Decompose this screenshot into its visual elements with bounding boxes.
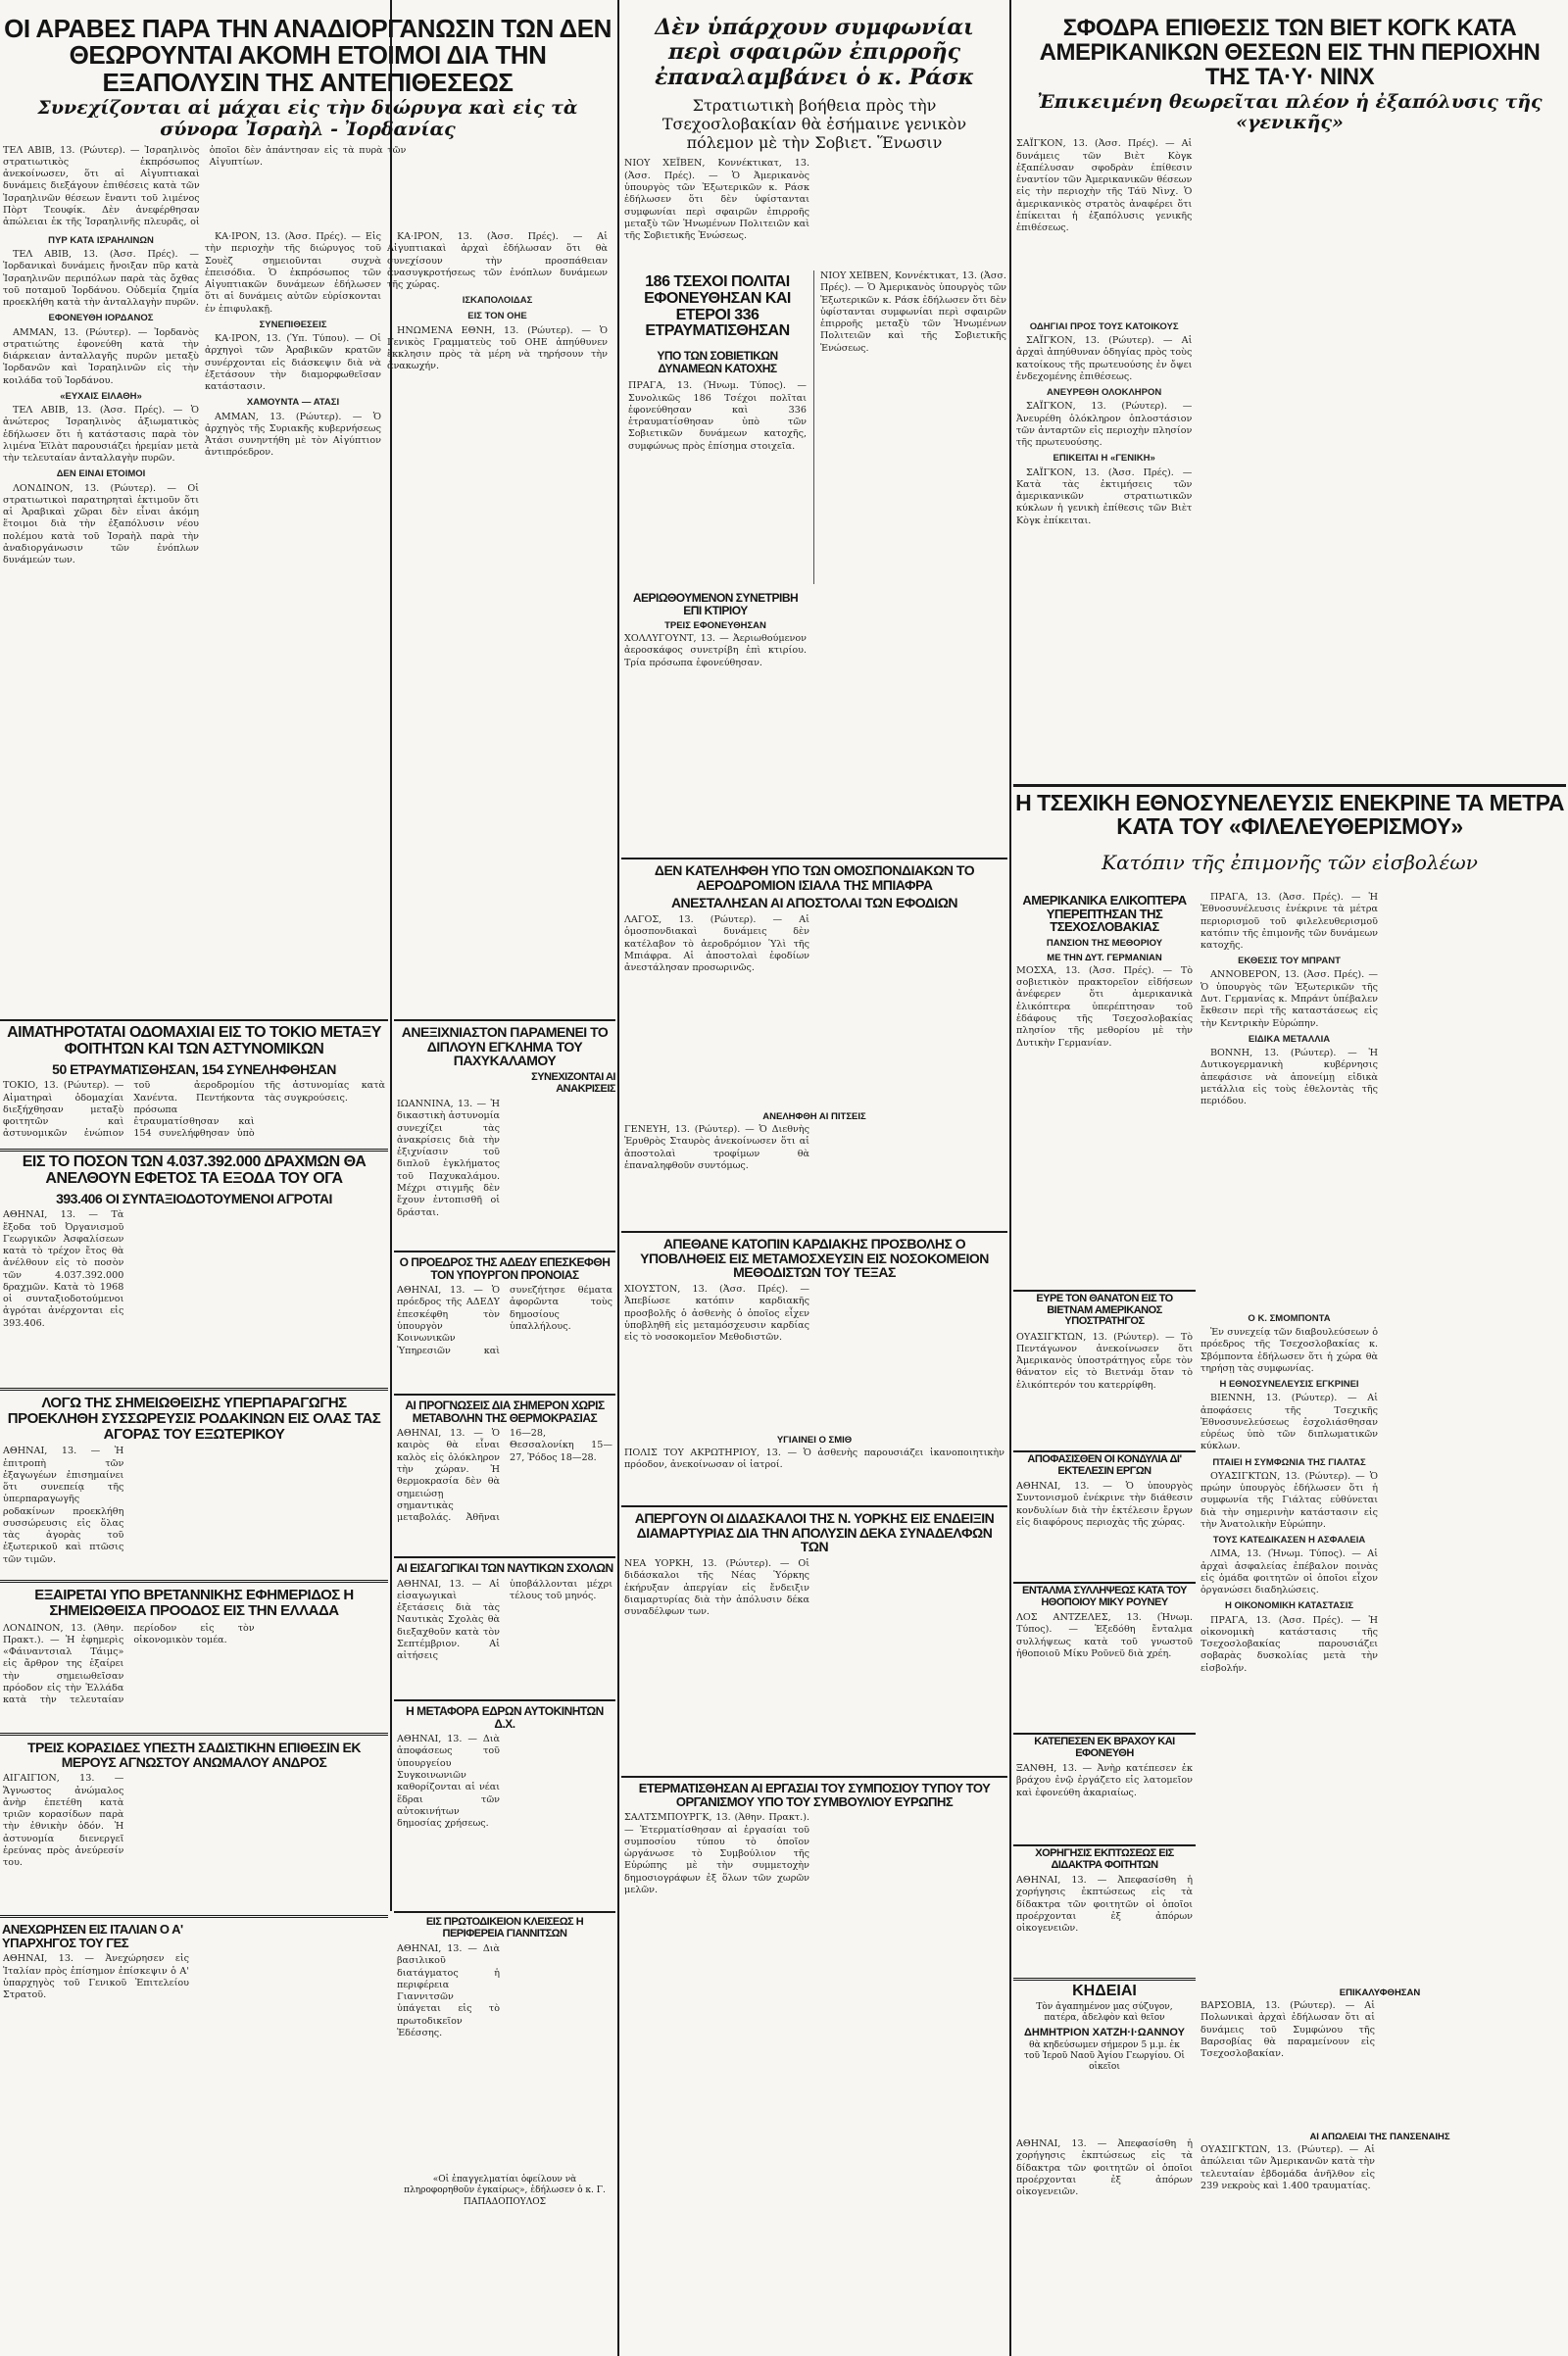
killed-headline: 186 ΤΣΕΧΟΙ ΠΟΛΙΤΑΙ ΕΦΟΝΕΥΘΗΣΑΝ ΚΑΙ ΕΤΕΡΟΙ 336 ΕΤΡΑΥΜΑΤΙΣΘΗΣΑΝ bbox=[644, 273, 791, 340]
vienna-label: Η ΕΘΝΟΣΥΝΕΛΕΥΣΙΣ ΕΓΚΡΙΝΕΙ bbox=[1219, 1379, 1359, 1391]
inner-rule bbox=[813, 270, 814, 584]
arab-headline: ΟΙ ΑΡΑΒΕΣ ΠΑΡΑ ΤΗΝ ΑΝΑΔΙΟΡΓΑΝΩΣΙΝ ΤΩΝ ΔΕΝ ΘΕΩΡΟΥΝΤΑΙ ΑΚΟΜΗ ΕΤΟΙΜΟΙ ΔΙΑ ΤΗΝ ΕΞΑΠΟΛΥΣΙΝ ΤΗΣ ΑΝΤΕΠΙΘΕΣΕΩΣ bbox=[4, 14, 612, 97]
brandt-body: ΑΝΝΟΒΕΡΟΝ, 13. (Ἀσσ. Πρές). — Ὁ ὑπουργὸς τῶν Ἐξωτερικῶν τῆς Δυτ. Γερμανίας κ. Μπράντ ὑπέβαλεν ἔκθεσιν περὶ τῆς καταστάσεως εἰς τὴν Κεντρικὴν Εὐρώπην. bbox=[1200, 969, 1378, 1029]
mickey-headline: ΕΝΤΑΛΜΑ ΣΥΛΛΗΨΕΩΣ ΚΑΤΑ ΤΟΥ ΗΘΟΠΟΙΟΥ ΜΙΚΥ ΡΟΥΝΕΥ bbox=[1022, 1585, 1187, 1608]
jobs-body: ΑΘΗΝΑΙ, 13. — Ὁ ὑπουργὸς Συντονισμοῦ ἐνέκρινε τὴν διάθεσιν κονδυλίων διὰ τὴν ἐκτέλεσιν ἔργων εἰς διαφόρους περιοχὰς τῆς χώρας. bbox=[1016, 1481, 1193, 1528]
oga-article bbox=[0, 1153, 388, 1391]
warsaw-article bbox=[1198, 1984, 1562, 2356]
column-third bbox=[621, 0, 1007, 2356]
peach-headline: ΛΟΓΩ ΤΗΣ ΣΗΜΕΙΩΘΕΙΣΗΣ ΥΠΕΡΠΑΡΑΓΩΓΗΣ ΠΡΟΕΚΛΗΘΗ ΣΥΣΣΩΡΕΥΣΙΣ ΡΟΔΑΚΙΝΩΝ ΕΙΣ ΟΛΑΣ ΤΑΣ ΑΓΟΡΑΣ ΤΟΥ ΕΞΩΤΕΡΙΚΟΥ bbox=[7, 1395, 381, 1443]
czech-article bbox=[1013, 784, 1566, 846]
hamoud-body: ΑΜΜΑΝ, 13. (Ρώυτερ). — Ὁ ἀρχηγὸς τῆς Συριακῆς κυβερνήσεως Ἀτάσι συνηντήθη μὲ τὸν Αἰγύπτιον ἀντιπρόεδρον. bbox=[205, 411, 381, 459]
general-article bbox=[1013, 1290, 1196, 1448]
smoke-body: Ἐν συνεχείᾳ τῶν διαβουλεύσεων ὁ πρόεδρος τῆς Τσεχοσλοβακίας κ. Σβόμποντα ἐδήλωσεν ὅτι ἡ χώρα θὰ τηρήσῃ τὰς συμφωνίας. bbox=[1200, 1327, 1378, 1374]
auto-headline: Η ΜΕΤΑΦΟΡΑ ΕΔΡΩΝ ΑΥΤΟΚΙΝΗΤΩΝ Δ.Χ. bbox=[406, 1704, 604, 1731]
rusk-continuation: ΝΙΟΥ ΧΕΪΒΕΝ, Κοννέκτικατ, 13. (Ἀσσ. Πρές). — Ὁ Ἀμερικανὸς ὑπουργὸς τῶν Ἐξωτερικῶν κ. Ράσκ ἐδήλωσεν ὅτι δὲν ὑφίστανται συμφωνίαι περὶ σφαιρῶν ἐπιρροῆς μεταξὺ τῶν Ἡνωμένων Πολιτειῶν καὶ τῆς Σοβιετικῆς Ἑνώσεως. bbox=[820, 270, 1006, 354]
genesis-label: ΕΠΙΚΕΙΤΑΙ Η «ΓΕΝΙΚΗ» bbox=[1053, 453, 1155, 465]
health-body: ΠΟΛΙΣ ΤΟΥ ΑΚΡΩΤΗΡΙΟΥ, 13. — Ὁ ἀσθενὴς παρουσιάζει ἱκανοποιητικὴν πρόοδον, ἀνεκοίνωσαν οἱ ἰατροί. bbox=[624, 1448, 1004, 1471]
economy-label: Η ΟΙΚΟΝΟΜΙΚΗ ΚΑΤΑΣΤΑΣΙΣ bbox=[1224, 1600, 1354, 1612]
jobs-article bbox=[1013, 1450, 1196, 1580]
giann-headline: ΕΙΣ ΠΡΩΤΟΔΙΚΕΙΟΝ ΚΛΕΙΣΕΩΣ Η ΠΕΡΙΦΕΡΕΙΑ ΓΙΑΝΝΙΤΣΩΝ bbox=[425, 1916, 584, 1939]
ship-body: ΞΑΝΘΗ, 13. — Ἀνὴρ κατέπεσεν ἐκ βράχου ἐνῷ ἐργάζετο εἰς λατομεῖον καὶ ἐφονεύθη ἀκαριαίως. bbox=[1016, 1763, 1193, 1798]
warsaw-body: ΒΑΡΣΟΒΙΑ, 13. (Ρώυτερ). — Αἱ Πολωνικαὶ ἀρχαὶ ἐδήλωσαν ὅτι αἱ δυνάμεις τοῦ Συμφώνου τῆς Βαρσοβίας θὰ παραμείνουν εἰς Τσεχοσλοβακίαν. bbox=[1200, 2000, 1375, 2060]
vietcong-subheadline: Ἐπικειμένη θεωρεῖται πλέον ἡ ἐξαπόλυσις τῆς «γενικῆς» bbox=[1037, 90, 1543, 134]
bottom-filler bbox=[1013, 2138, 1196, 2356]
arab-subheadline: Συνεχίζονται αἱ μάχαι εἰς τὴν διώρυγα καὶ εἰς τὰ σύνορα Ἰσραὴλ - Ἰορδανίας bbox=[37, 96, 578, 140]
heart-headline: ΑΠΕΘΑΝΕ ΚΑΤΟΠΙΝ ΚΑΡΔΙΑΚΗΣ ΠΡΟΣΒΟΛΗΣ Ο ΥΠΟΒΛΗΘΕΙΣ ΕΙΣ ΜΕΤΑΜΟΣΧΕΥΣΙΝ ΕΙΣ ΝΟΣΟΚΟΜΕΙΟΝ ΜΕΘΟΔΙΣΤΩΝ ΤΟΥ ΤΕΞΑΣ bbox=[640, 1236, 989, 1281]
aircraft-article bbox=[621, 588, 809, 843]
vietcong-article bbox=[1013, 0, 1566, 314]
side-arr-body: ΛΙΜΑ, 13. (Ἡνωμ. Τύπος). — Αἱ ἀρχαὶ ἀσφαλείας ἐπέβαλον ποινὰς εἰς ὁμάδα φοιτητῶν οἱ ὁποῖοι εἶχον ὀργανώσει διαδηλώσεις. bbox=[1200, 1548, 1378, 1596]
column-right bbox=[1013, 0, 1566, 2356]
hus-body: ΚΑ·ΙΡΟΝ, 13. (Ὑπ. Τύπου). — Οἱ ἀρχηγοὶ τῶν Ἀραβικῶν κρατῶν συνέρχονται εἰς διάσκεψιν διὰ νὰ ἐξετάσουν τὴν διαμορφωθεῖσαν κατάστασιν. bbox=[205, 333, 381, 393]
killed-subheadline: ΥΠΟ ΤΩΝ ΣΟΒΙΕΤΙΚΩΝ ΔΥΝΑΜΕΩΝ ΚΑΤΟΧΗΣ bbox=[657, 349, 778, 375]
exam-body: ΑΘΗΝΑΙ, 13. — Ἀπεφασίσθη ἡ χορήγησις ἐκπτώσεως εἰς τὰ δίδακτρα τῶν φοιτητῶν οἱ ὁποῖοι προέρχονται ἐξ ἀπόρων οἰκογενειῶν. bbox=[1016, 1875, 1193, 1935]
hus-label: ΣΥΝΕΠΙΘΕΣΕΙΣ bbox=[259, 319, 327, 330]
eisfora-label: ΙΣΚΑΠΟΛΟΙΔΑΣ bbox=[462, 295, 533, 307]
sadist-headline: ΤΡΕΙΣ ΚΟΡΑΣΙΔΕΣ ΥΠΕΣΤΗ ΣΑΔΙΣΤΙΚΗΝ ΕΠΙΘΕΣΙΝ ΕΚ ΜΕΡΟΥΣ ΑΓΝΩΣΤΟΥ ΑΝΩΜΑΛΟΥ ΑΝΔΡΟΣ bbox=[27, 1740, 361, 1770]
naval-headline: ΑΙ ΕΙΣΑΓΩΓΙΚΑΙ ΤΩΝ ΝΑΥΤΙΚΩΝ ΣΧΟΛΩΝ bbox=[396, 1561, 613, 1575]
oga-headline: ΕΙΣ ΤΟ ΠΟΣΟΝ ΤΩΝ 4.037.392.000 ΔΡΑΧΜΩΝ ΘΑ ΑΝΕΛΘΟΥΝ ΕΦΕΤΟΣ ΤΑ ΕΞΟΔΑ ΤΟΥ ΟΓΑ bbox=[22, 1153, 367, 1187]
czech-body-grid bbox=[1198, 892, 1566, 1303]
olo-label: ΑΝΕΥΡΕΘΗ ΟΛΟΚΛΗΡΟΝ bbox=[1047, 387, 1162, 399]
kairo-body: ΚΑ·ΙΡΟΝ, 13. (Ἀσσ. Πρές). — Αἱ Αἰγυπτιακαὶ ἀρχαὶ ἐδήλωσαν ὅτι θὰ συνεχίσουν τὴν προσπάθειαν ἀνασυγκροτήσεως τῶν ἐνόπλων δυνάμεων τῆς χώρας. bbox=[387, 231, 608, 291]
giann-quote: «Οἱ ἐπαγγελματίαι ὀφείλουν νὰ πληροφορηθοῦν ἐγκαίρως», ἐδήλωσεν ὁ κ. Γ. ΠΑΠΑΔΟΠΟΥΛΟΣ bbox=[404, 2175, 606, 2207]
pitts-label: ΑΝΕΛΗΦΘΗ ΑΙ ΠΙΤΣΕΙΣ bbox=[762, 1111, 866, 1122]
peach-body: ΑΘΗΝΑΙ, 13. — Ἡ ἐπιτροπὴ τῶν ἐξαγωγέων ἐπισημαίνει ὅτι συνεπείᾳ τῆς ὑπερπαραγωγῆς ροδακίνων προεκλήθη συσσώρευσις εἰς ὅλας τὰς ἀγορὰς τοῦ ἐξωτερικοῦ καὶ πτῶσις τῶν τιμῶν. bbox=[3, 1446, 124, 1565]
rusk-body: ΝΙΟΥ ΧΕΪΒΕΝ, Κοννέκτικατ, 13. (Ἀσσ. Πρές). — Ὁ Ἀμερικανὸς ὑπουργὸς τῶν Ἐξωτερικῶν κ. Ράσκ ἐδήλωσεν ὅτι δὲν ὑφίστανται συμφωνίαι περὶ σφαιρῶν ἐπιρροῆς μεταξὺ τῶν Ἡνωμένων Πολιτειῶν καὶ τῆς Σοβιετικῆς Ἑνώσεως. bbox=[624, 158, 809, 242]
italy-article bbox=[0, 1921, 388, 2356]
vietcong-headline: ΣΦΟΔΡΑ ΕΠΙΘΕΣΙΣ ΤΩΝ ΒΙΕΤ ΚΟΓΚ ΚΑΤΑ ΑΜΕΡΙΚΑΝΙΚΩΝ ΘΕΣΕΩΝ ΕΙΣ ΤΗΝ ΠΕΡΙΟΧΗΝ ΤΗΣ ΤΑ·Υ· ΝΙΝΧ bbox=[1039, 15, 1541, 91]
ship-article bbox=[1013, 1733, 1196, 1842]
brit-body: ΛΟΝΔΙΝΟΝ, 13. (Ἀθην. Πρακτ.). — Ἡ ἐφημερὶς «Φάιναντσιαλ Τάιμς» εἰς ἄρθρον της ἐξαίρει τὴν σημειωθεῖσαν πρόοδον εἰς τὴν Ἑλλάδα κατὰ τὴν τελευταίαν περίοδον εἰς τὸν οἰκονομικὸν τομέα. bbox=[3, 1622, 255, 1706]
ready-label: ΔΕΝ ΕΙΝΑΙ ΕΤΟΙΜΟΙ bbox=[56, 468, 146, 480]
hamoud-label: ΧΑΜΟΥΝΤΑ — ΑΤΑΣΙ bbox=[246, 397, 340, 409]
exam-article bbox=[1013, 1844, 1196, 1974]
eliat-body: ΤΕΛ ΑΒΙΒ, 13. (Ἀσσ. Πρές). — Ὁ ἀνώτερος Ἰσραηλινὸς ἀξιωματικὸς ἐδήλωσεν ὅτι ἡ κατάστασις παρὰ τὸν λιμένα Ἐϊλὰτ παρουσιάζει ἡρεμίαν μετὰ τὴν τελευταίαν ἀνταλλαγὴν πυρῶν. bbox=[3, 405, 199, 465]
symp-body: ΣΑΛΤΣΜΠΟΥΡΓΚ, 13. (Ἀθην. Πρακτ.). — Ἐτερματίσθησαν αἱ ἐργασίαι τοῦ συμποσίου τύπου τὸ ὁποῖον ὠργάνωσε τὸ Συμβούλιον τῆς Εὐρώπης μὲ τὴν συμμετοχὴν δημοσιογράφων ἐξ ὅλων τῶν χωρῶν μελῶν. bbox=[624, 1812, 809, 1895]
giann-body: ΑΘΗΝΑΙ, 13. — Διὰ βασιλικοῦ διατάγματος ἡ περιφέρεια Γιαννιτσῶν ὑπάγεται εἰς τὸ πρωτοδικεῖον Ἐδέσσης. bbox=[397, 1943, 500, 2038]
brandt-label: ΕΚΘΕΣΙΣ ΤΟΥ ΜΠΡΑΝΤ bbox=[1238, 956, 1341, 967]
funeral-label: ΚΗΔΕΙΑΙ bbox=[1072, 1983, 1137, 1999]
czech-subheadline: Κατόπιν τῆς ἐπιμονῆς τῶν εἰσβολέων bbox=[1102, 851, 1478, 874]
adedy-article bbox=[394, 1251, 615, 1390]
pitts-article bbox=[621, 1107, 1007, 1225]
health-label: ΥΓΙΑΙΝΕΙ Ο ΣΜΙΘ bbox=[776, 1435, 853, 1446]
smoke-label: Ο Κ. ΣΜΟΜΠΟΝΤΑ bbox=[1248, 1313, 1331, 1324]
peach-article bbox=[0, 1394, 388, 1583]
heli-article bbox=[1013, 892, 1196, 1284]
aircraft-subheadline: ΤΡΕΙΣ ΕΦΟΝΕΥΘΗΣΑΝ bbox=[664, 620, 766, 632]
mickey-body: ΛΟΣ ΑΝΤΖΕΛΕΣ, 13. (Ἡνωμ. Τύπος). — Ἐξεδόθη ἔνταλμα συλλήψεως κατὰ τοῦ γνωστοῦ ἠθοποιοῦ Μίκυ Ροῦνεϋ διὰ χρέη. bbox=[1016, 1612, 1193, 1659]
adedy-body: ΑΘΗΝΑΙ, 13. — Ὁ πρόεδρος τῆς ΑΔΕΔΥ ἐπεσκέφθη τὸν ὑπουργὸν Κοινωνικῶν Ὑπηρεσιῶν καὶ συνεζήτησε θέματα ἀφορῶντα τοὺς δημοσίους ὑπαλλήλους. bbox=[397, 1285, 612, 1356]
crime-article bbox=[394, 1019, 615, 1247]
fire-body: ΤΕΛ ΑΒΙΒ, 13. (Ἀσσ. Πρές). — Ἰορδανικαὶ δυνάμεις ἤνοιξαν πῦρ κατὰ Ἰσραηλινῶν περιπόλων παρὰ τὰς ὄχθας τοῦ ποταμοῦ Ἰορδάνου. Οὐδεμία ζημία προεκλήθη κατὰ τὴν ἀνταλλαγὴν πυρῶν. bbox=[3, 249, 199, 309]
brit-article bbox=[0, 1586, 388, 1736]
killed-body: ΠΡΑΓΑ, 13. (Ἡνωμ. Τύπος). — Συνολικῶς 186 Τσέχοι πολῖται ἐφονεύθησαν καὶ 336 ἐτραυματίσθησαν ὑπὸ τῶν Σοβιετικῶν δυνάμεων κατοχῆς, συμφώνως πρὸς ἐπίσημα στοιχεῖα. bbox=[628, 380, 807, 452]
killed-article bbox=[621, 270, 1007, 584]
vietcong-subitems-grid bbox=[1013, 318, 1566, 778]
diversion-body: ΚΑ·ΙΡΟΝ, 13. (Ἀσσ. Πρές). — Εἰς τὴν περιοχὴν τῆς διώρυγος τοῦ Σουὲζ σημειοῦνται συχνὰ ἐπεισόδια. Ὁ ἐκπρόσωπος τῶν Αἰγυπτιακῶν δυνάμεων ἐδήλωσεν ὅτι αἱ δυνάμεις αὐτῶν εὑρίσκονται ἐν ἐπιφυλακῇ. bbox=[205, 231, 381, 315]
heli-subheadline-2: ΜΕ ΤΗΝ ΔΥΤ. ΓΕΡΜΑΝΙΑΝ bbox=[1047, 952, 1162, 963]
italy-headline: ΑΝΕΧΩΡΗΣΕΝ ΕΙΣ ΙΤΑΛΙΑΝ Ο Α' ΥΠΑΡΧΗΓΟΣ ΤΟΥ ΓΕΣ bbox=[2, 1922, 183, 1950]
side-meta-body: ΒΟΝΝΗ, 13. (Ρώυτερ). — Ἡ Δυτικογερμανικὴ κυβέρνησις ἀπεφάσισε νὰ ἀπονείμῃ εἰδικὰ μετάλλια εἰς τοὺς ἐθελοντὰς τῆς περιόδου. bbox=[1200, 1047, 1378, 1107]
side-pact-body: ΟΥΑΣΙΓΚΤΩΝ, 13. (Ρώυτερ). — Ὁ πρώην ὑπουργὸς ἐδήλωσεν ὅτι ἡ συμφωνία τῆς Γιάλτας εὐθύνεται διὰ τὴν σημερινὴν κατάστασιν εἰς τὴν Ἀνατολικὴν Εὐρώπην. bbox=[1200, 1470, 1378, 1530]
weather-article bbox=[394, 1394, 615, 1552]
column-rule bbox=[1009, 0, 1011, 2356]
vietcong-subitems bbox=[1013, 318, 1566, 778]
czech-body: ΠΡΑΓΑ, 13. (Ἀσσ. Πρές). — Ἡ Ἐθνοσυνέλευσις ἐνέκρινε τὰ μέτρα περιορισμοῦ τοῦ φιλελευθερισμοῦ κατόπιν τῆς ἐπιμονῆς τῶν δυνάμεων κατοχῆς. bbox=[1200, 892, 1378, 952]
funeral-notice bbox=[1013, 1978, 1196, 2137]
general-headline: ΕΥΡΕ ΤΟΝ ΘΑΝΑΤΟΝ ΕΙΣ ΤΟ ΒΙΕΤΝΑΜ ΑΜΕΡΙΚΑΝΟΣ ΥΠΟΣΤΡΑΤΗΓΟΣ bbox=[1036, 1293, 1173, 1328]
olo-body: ΣΑΪΓΚΟΝ, 13. (Ρώυτερ). — Ἀνευρέθη ὁλόκληρον ὁπλοστάσιον τῶν ἀνταρτῶν εἰς περιοχὴν πλησίον τῆς πρωτευούσης. bbox=[1016, 401, 1193, 449]
crime-body: ΙΩΑΝΝΙΝΑ, 13. — Ἡ δικαστικὴ ἀστυνομία συνεχίζει τὰς ἀνακρίσεις διὰ τὴν ἐξιχνίασιν τοῦ διπλοῦ ἐγκλήματος τοῦ Παχυκαλάμου. Μέχρι στιγμῆς δὲν ἔχουν ἐντοπισθῆ οἱ δράσται. bbox=[397, 1099, 500, 1218]
column-left-lower bbox=[0, 0, 388, 2356]
side-dead-body: ΟΥΑΣΙΓΚΤΩΝ, 13. (Ρώυτερ). — Αἱ ἀπώλειαι τῶν Ἀμερικανῶν κατὰ τὴν τελευταίαν ἑβδομάδα ἀνῆλθον εἰς 239 νεκροὺς καὶ 1.400 τραυματίας. bbox=[1200, 2144, 1375, 2191]
killed-box bbox=[625, 270, 809, 584]
warsaw-label: ΕΠΙΚΑΛΥΦΘΗΣΑΝ bbox=[1339, 1988, 1421, 1998]
brit-headline: ΕΞΑΙΡΕΤΑΙ ΥΠΟ ΒΡΕΤΑΝΝΙΚΗΣ ΕΦΗΜΕΡΙΔΟΣ Η ΣΗΜΕΙΩΘΕΙΣΑ ΠΡΟΟΔΟΣ ΕΙΣ ΤΗΝ ΕΛΛΑΔΑ bbox=[34, 1587, 354, 1619]
crime-headline: ΑΝΕΞΙΧΝΙΑΣΤΟΝ ΠΑΡΑΜΕΝΕΙ ΤΟ ΔΙΠΛΟΥΝ ΕΓΚΛΗΜΑ ΤΟΥ ΠΑΧΥΚΑΛΑΜΟΥ bbox=[401, 1024, 609, 1069]
teachers-headline: ΑΠΕΡΓΟΥΝ ΟΙ ΔΙΔΑΣΚΑΛΟΙ ΤΗΣ Ν. ΥΟΡΚΗΣ ΕΙΣ ΕΝΔΕΙΞΙΝ ΔΙΑΜΑΡΤΥΡΙΑΣ ΔΙΑ ΤΗΝ ΑΠΟΛΥΣΙΝ ΔΕΚΑ ΣΥΝΑΔΕΛΦΩΝ ΤΩΝ bbox=[634, 1510, 995, 1555]
heli-subheadline: ΠΑΝΣΙΟΝ ΤΗΣ ΜΕΘΟΡΙΟΥ bbox=[1046, 937, 1163, 949]
right-mid-grid bbox=[1198, 1309, 1566, 1976]
crime-subheadline: ΣΥΝΕΧΙΖΟΝΤΑΙ ΑΙ ΑΝΑΚΡΙΣΕΙΣ bbox=[531, 1071, 615, 1095]
teachers-article bbox=[621, 1505, 1007, 1772]
un-label: ΕΙΣ ΤΟΝ ΟΗΕ bbox=[467, 311, 527, 322]
symp-article bbox=[621, 1776, 1007, 2356]
side-dead-label: ΑΙ ΑΠΩΛΕΙΑΙ ΤΗΣ ΠΑΝΣΕΝΑΙΗΣ bbox=[1309, 2132, 1450, 2142]
aircraft-headline: ΑΕΡΙΩΘΟΥΜΕΝΟΝ ΣΥΝΕΤΡΙΒΗ ΕΠΙ ΚΤΙΡΙΟΥ bbox=[632, 591, 799, 617]
pitts-body: ΓΕΝΕΥΗ, 13. (Ρώυτερ). — Ὁ Διεθνὴς Ἐρυθρὸς Σταυρὸς ἀνεκοίνωσεν ὅτι αἱ ἀποστολαὶ τροφίμων θὰ ἐπαναληφθοῦν συντόμως. bbox=[624, 1124, 809, 1171]
health-article bbox=[621, 1431, 1007, 1499]
eliat-label: «ΕΥΧΑΙΣ ΕΙΛΑΘΗ» bbox=[60, 390, 142, 402]
czech-subheadline-wrap bbox=[1013, 849, 1566, 888]
fire-label: ΠΥΡ ΚΑΤΑ ΙΣΡΑΗΛΙΝΩΝ bbox=[48, 235, 154, 246]
ready-body: ΛΟΝΔΙΝΟΝ, 13. (Ρώυτερ). — Οἱ στρατιωτικοὶ παρατηρηταὶ ἐκτιμοῦν ὅτι αἱ Ἀραβικαὶ χῶραι δὲν εἶναι ἀκόμη ἕτοιμοι διὰ τὴν ἐξαπόλυσιν νέου πολέμου κατὰ τοῦ Ἰσραὴλ παρὰ τὴν ἀναδιοργάνωσιν τῶν ἐνόπλων δυνάμεών των. bbox=[3, 482, 199, 566]
jordan-body: ΑΜΜΑΝ, 13. (Ρώυτερ). — Ἰορδανὸς στρατιώτης ἐφονεύθη κατὰ τὴν διάρκειαν ἀνταλλαγῆς πυρῶν μεταξὺ Ἰορδανῶν καὶ Ἰσραηλινῶν εἰς τὴν κοιλάδα τοῦ Ἰορδάνου. bbox=[3, 326, 199, 386]
rusk-headline: Δὲν ὑπάρχουν συμφωνίαι περὶ σφαιρῶν ἐπιρροῆς ἐπαναλαμβάνει ὁ κ. Ράσκ bbox=[655, 15, 974, 90]
auto-body: ΑΘΗΝΑΙ, 13. — Διὰ ἀποφάσεως τοῦ ὑπουργείου Συγκοινωνιῶν καθορίζονται αἱ νέαι ἕδραι τῶν αὐτοκινήτων δημοσίας χρήσεως. bbox=[397, 1734, 500, 1830]
column-second-lower bbox=[394, 0, 615, 2356]
jordan-label: ΕΦΟΝΕΥΘΗ ΙΟΡΔΑΝΟΣ bbox=[48, 313, 154, 324]
orders-body: ΣΑΪΓΚΟΝ, 13. (Ρώυτερ). — Αἱ ἀρχαὶ ἀπηύθυναν ὁδηγίας πρὸς τοὺς κατοίκους τῆς πρωτευούσης ἐν ὄψει ἐνδεχομένης ἐπιθέσεως. bbox=[1016, 335, 1193, 382]
biafra-headline: ΔΕΝ ΚΑΤΕΛΗΦΘΗ ΥΠΟ ΤΩΝ ΟΜΟΣΠΟΝΔΙΑΚΩΝ ΤΟ ΑΕΡΟΔΡΟΜΙΟΝ ΙΣΙΑΛΑ ΤΗΣ ΜΠΙΑΦΡΑ bbox=[654, 862, 975, 893]
czech-headline: Η ΤΣΕΧΙΚΗ ΕΘΝΟΣΥΝΕΛΕΥΣΙΣ ΕΝΕΚΡΙΝΕ ΤΑ ΜΕΤΡΑ ΚΑΤΑ ΤΟΥ «ΦΙΛΕΛΕΥΘΕΡΙΣΜΟΥ» bbox=[1015, 790, 1564, 840]
jobs-headline: ΑΠΟΦΑΣΙΣΘΕΝ ΟΙ ΚΟΝΔΥΛΙΑ ΔΙ' ΕΚΤΕΛΕΣΙΝ ΕΡΓΩΝ bbox=[1027, 1453, 1182, 1477]
column-rule bbox=[617, 0, 619, 2356]
ship-headline: ΚΑΤΕΠΕΣΕΝ ΕΚ ΒΡΑΧΟΥ ΚΑΙ ΕΦΟΝΕΥΘΗ bbox=[1034, 1736, 1175, 1759]
biafra-subheadline: ΑΝΕΣΤΑΛΗΣΑΝ ΑΙ ΑΠΟΣΤΟΛΑΙ ΤΩΝ ΕΦΟΔΙΩΝ bbox=[670, 895, 958, 911]
symp-headline: ΕΤΕΡΜΑΤΙΣΘΗΣΑΝ ΑΙ ΕΡΓΑΣΙΑΙ ΤΟΥ ΣΥΜΠΟΣΙΟΥ ΤΥΠΟΥ ΤΟΥ ΟΡΓΑΝΙΣΜΟΥ ΥΠΟ ΤΟΥ ΣΥΜΒΟΥΛΙΟΥ ΕΥΡΩΠΗΣ bbox=[638, 1781, 991, 1809]
un-body: ΗΝΩΜΕΝΑ ΕΘΝΗ, 13. (Ρώυτερ). — Ὁ Γενικὸς Γραμματεὺς τοῦ ΟΗΕ ἀπηύθυνεν ἔκκλησιν πρὸς τὰ μέρη νὰ τηρήσουν τὴν ἀνακωχήν. bbox=[387, 324, 608, 372]
weather-headline: ΑΙ ΠΡΟΓΝΩΣΕΙΣ ΔΙΑ ΣΗΜΕΡΟΝ ΧΩΡΙΣ ΜΕΤΑΒΟΛΗΝ ΤΗΣ ΘΕΡΜΟΚΡΑΣΙΑΣ bbox=[405, 1399, 605, 1425]
tokyo-article bbox=[0, 1019, 388, 1152]
vietcong-body: ΣΑΪΓΚΟΝ, 13. (Ἀσσ. Πρές). — Αἱ δυνάμεις τῶν Βιὲτ Κὸγκ ἐξαπέλυσαν σφοδρὰν ἐπίθεσιν ἐναντίον τῶν Ἀμερικανικῶν θέσεων εἰς τὴν περιοχὴν τῆς Τάϋ Νὶνχ. Ὁ ἀμερικανικὸς στρατὸς ἀναφέρει ὅτι ἐπίκειται ἡ ἐξαπόλυσις γενικῆς ἐπιθέσεως. bbox=[1016, 138, 1193, 234]
auto-article bbox=[394, 1699, 615, 1907]
biafra-article bbox=[621, 858, 1007, 1104]
sadist-article bbox=[0, 1739, 388, 1918]
exam-headline: ΧΟΡΗΓΗΣΙΣ ΕΚΠΤΩΣΕΩΣ ΕΙΣ ΔΙΔΑΚΤΡΑ ΦΟΙΤΗΤΩΝ bbox=[1035, 1847, 1174, 1871]
biafra-body: ΛΑΓΟΣ, 13. (Ρώυτερ). — Αἱ ὁμοσπονδιακαὶ δυνάμεις δὲν κατέλαβον τὸ ἀεροδρόμιον Ὑλὶ τῆς Μπιάφρα. Αἱ ἀποστολαὶ ἐφοδίων ἀνεστάλησαν προσωρινῶς. bbox=[624, 914, 809, 974]
funeral-detail: θὰ κηδεύσωμεν σήμερον 5 μ.μ. ἐκ τοῦ Ἱεροῦ Ναοῦ Ἁγίου Γεωργίου. Οἱ οἰκεῖοι bbox=[1024, 2039, 1185, 2072]
heart-body: ΧΙΟΥΣΤΟΝ, 13. (Ἀσσ. Πρές). — Ἀπεβίωσε κατόπιν καρδιακῆς προσβολῆς ὁ ἀσθενὴς ὁ ὁποῖος εἶχεν ὑποβληθῆ εἰς μεταμόσχευσιν καρδίας εἰς τὸ νοσοκομεῖον Μεθοδιστῶν. bbox=[624, 1284, 809, 1344]
rusk-article bbox=[621, 0, 1007, 267]
naval-body: ΑΘΗΝΑΙ, 13. — Αἱ εἰσαγωγικαὶ ἐξετάσεις διὰ τὰς Ναυτικὰς Σχολὰς θὰ διεξαχθοῦν κατὰ τὸν Σεπτέμβριον. Αἱ αἰτήσεις ὑποβάλλονται μέχρι τέλους τοῦ μηνός. bbox=[397, 1578, 612, 1662]
heli-headline: ΑΜΕΡΙΚΑΝΙΚΑ ΕΛΙΚΟΠΤΕΡΑ ΥΠΕΡΕΠΤΗΣΑΝ ΤΗΣ ΤΣΕΧΟΣΛΟΒΑΚΙΑΣ bbox=[1022, 893, 1187, 935]
oga-subheadline: 393.406 ΟΙ ΣΥΝΤΑΞΙΟΔΟΤΟΥΜΕΝΟΙ ΑΓΡΟΤΑΙ bbox=[56, 1190, 332, 1206]
tokyo-body: ΤΟΚΙΟ, 13. (Ρώυτερ). — Αἱματηραὶ ὁδομαχίαι διεξήχθησαν μεταξὺ φοιτητῶν καὶ ἀστυνομικῶν ἐνώπιον τοῦ ἀεροδρομίου Χανέντα. Πεντήκοντα πρόσωπα ἐτραυματίσθησαν καὶ 154 συνελήφθησαν ὑπὸ τῆς ἀστυνομίας κατὰ τὰς συγκρούσεις. bbox=[3, 1080, 385, 1140]
oga-body: ΑΘΗΝΑΙ, 13. — Τὰ ἔξοδα τοῦ Ὀργανισμοῦ Γεωργικῶν Ἀσφαλίσεων κατὰ τὸ τρέχον ἔτος θὰ ἀνέλθουν εἰς τὸ ποσὸν τῶν 4.037.392.000 δραχμῶν. Κατὰ τὸ 1968 οἱ συνταξιοδοτούμενοι ἀγρόται ἀνέρχονται εἰς 393.406. bbox=[3, 1209, 124, 1329]
italy-body: ΑΘΗΝΑΙ, 13. — Ἀνεχώρησεν εἰς Ἰταλίαν πρὸς ἐπίσημον ἐπίσκεψιν ὁ Α' ὑπαρχηγὸς τοῦ Γενικοῦ Ἐπιτελείου Στρατοῦ. bbox=[3, 1953, 189, 2001]
heli-body: ΜΟΣΧΑ, 13. (Ἀσσ. Πρές). — Τὸ σοβιετικὸν πρακτορεῖον εἰδήσεων ἀνέφερεν ὅτι ἀμερικανικὰ ἑλικόπτερα ὑπερέπτησαν τοῦ ἐδάφους τῆς Τσεχοσλοβακίας πλησίον τῆς μεθορίου μὲ τὴν Δυτικὴν Γερμανίαν. bbox=[1016, 964, 1193, 1049]
sadist-body: ΑΙΓΑΙΓΙΟΝ, 13. — Ἄγνωστος ἀνώμαλος ἀνὴρ ἐπετέθη κατὰ τριῶν κορασίδων παρὰ τὴν ἐθνικὴν ὁδόν. Ἡ ἀστυνομία διενεργεῖ ἐρεύνας πρὸς ἀνεύρεσίν του. bbox=[3, 1773, 124, 1869]
funeral-body: Τὸν ἀγαπημένον μας σύζυγον, πατέρα, ἀδελφὸν καὶ θεῖον bbox=[1036, 2002, 1173, 2024]
weather-body: ΑΘΗΝΑΙ, 13. — Ὁ καιρὸς θὰ εἶναι καλὸς εἰς ὁλόκληρον τὴν χώραν. Ἡ θερμοκρασία δὲν θὰ σημειώσῃ σημαντικὰς μεταβολάς. Ἀθῆναι 16—28, Θεσσαλονίκη 15—27, Ῥόδος 18—28. bbox=[397, 1428, 612, 1524]
side-meta-label: ΕΙΔΙΚΑ ΜΕΤΑΛΛΙΑ bbox=[1248, 1033, 1331, 1045]
economy-body: ΠΡΑΓΑ, 13. (Ἀσσ. Πρές). — Ἡ οἰκονομικὴ κατάστασις τῆς Τσεχοσλοβακίας παρουσιάζει σοβαρὰς δυσκολίας μετὰ τὴν εἰσβολήν. bbox=[1200, 1614, 1378, 1674]
giann-article bbox=[394, 1911, 615, 2356]
general-body: ΟΥΑΣΙΓΚΤΩΝ, 13. (Ρώυτερ). — Τὸ Πεντάγωνον ἀνεκοίνωσεν ὅτι Ἀμερικανὸς ὑποστράτηγος εὗρε τὸν θάνατον εἰς τὸ Βιετνάμ ὅταν τὸ ἑλικόπτερόν του κατερρίφθη. bbox=[1016, 1331, 1193, 1391]
naval-article bbox=[394, 1556, 615, 1695]
rusk-subheadline: Στρατιωτικὴ βοήθεια πρὸς τὴν Τσεχοσλοβακίαν θὰ ἐσήμαινε γενικὸν πόλεμον μὲ τὴν Σοβιετ. Ἕνωσιν bbox=[662, 95, 967, 153]
aircraft-body: ΧΟΛΛΥΓΟΥΝΤ, 13. — Ἀεριωθούμενον ἀεροσκάφος συνετρίβη ἐπὶ κτιρίου. Τρία πρόσωπα ἐφονεύθησαν. bbox=[624, 633, 807, 668]
tokyo-subheadline: 50 ΕΤΡΑΥΜΑΤΙΣΘΗΣΑΝ, 154 ΣΥΝΕΛΗΦΘΗΣΑΝ bbox=[52, 1060, 336, 1077]
adedy-headline: Ο ΠΡΟΕΔΡΟΣ ΤΗΣ ΑΔΕΔΥ ΕΠΕΣΚΕΦΘΗ ΤΟΝ ΥΠΟΥΡΓΟΝ ΠΡΟΝΟΙΑΣ bbox=[399, 1255, 611, 1282]
funeral-name: ΔΗΜΗΤΡΙΟΝ ΧΑΤΖΗ·Ι·ΩΑΝΝΟΥ bbox=[1024, 2026, 1185, 2038]
exam-continuation: ΑΘΗΝΑΙ, 13. — Ἀπεφασίσθη ἡ χορήγησις ἐκπτώσεως εἰς τὰ δίδακτρα τῶν φοιτητῶν οἱ ὁποῖοι προέρχονται ἐξ ἀπόρων οἰκογενειῶν. bbox=[1016, 2138, 1193, 2198]
tokyo-headline: ΑΙΜΑΤΗΡΟΤΑΤΑΙ ΟΔΟΜΑΧΙΑΙ ΕΙΣ ΤΟ ΤΟΚΙΟ ΜΕΤΑΞΥ ΦΟΙΤΗΤΩΝ ΚΑΙ ΤΩΝ ΑΣΤΥΝΟΜΙΚΩΝ bbox=[7, 1024, 381, 1057]
arab-body: ΤΕΛ ΑΒΙΒ, 13. (Ρώυτερ). — Ἰσραηλινὸς στρατιωτικὸς ἐκπρόσωπος ἀνεκοίνωσεν, ὅτι αἱ Αἰγυπτιακαὶ δυνάμεις διεξάγουν ἐπιθέσεις κατὰ τῶν Ἰσραηλινῶν θέσεων ἔναντι τοῦ λιμένος Πὸρτ Τεουφίκ. Δὲν ἀνεφέρθησαν ἀπώλειαι ἐκ τῆς Ἰσραηλινῆς πλευρᾶς, οἱ ὁποῖοι δὲν ἀπάντησαν εἰς τὰ πυρὰ τῶν Αἰγυπτίων. bbox=[3, 144, 407, 227]
side-arr-label: ΤΟΥΣ ΚΑΤΕΔΙΚΑΣΕΝ Η ΑΣΦΑΛΕΙΑ bbox=[1212, 1535, 1366, 1546]
teachers-body: ΝΕΑ ΥΟΡΚΗ, 13. (Ρώυτερ). — Οἱ διδάσκαλοι τῆς Νέας Ὑόρκης ἐκήρυξαν ἀπεργίαν εἰς ἔνδειξιν διαμαρτυρίας διὰ τὴν ἀπόλυσιν δέκα συναδέλφων των. bbox=[624, 1558, 809, 1618]
genesis-body: ΣΑΪΓΚΟΝ, 13. (Ἀσσ. Πρές). — Κατὰ τὰς ἐκτιμήσεις τῶν ἀμερικανικῶν στρατιωτικῶν κύκλων ἡ γενικὴ ἐπίθεσις τῶν Βιὲτ Κὸγκ ἐπίκειται. bbox=[1016, 466, 1193, 526]
heart-article bbox=[621, 1231, 1007, 1429]
side-pact-label: ΠΤΑΙΕΙ Η ΣΥΜΦΩΝΙΑ ΤΗΣ ΓΙΑΛΤΑΣ bbox=[1212, 1456, 1366, 1468]
orders-label: ΟΔΗΓΙΑΙ ΠΡΟΣ ΤΟΥΣ ΚΑΤΟΙΚΟΥΣ bbox=[1029, 321, 1179, 332]
mickey-article bbox=[1013, 1582, 1196, 1731]
vienna-body: ΒΙΕΝΝΗ, 13. (Ρώυτερ). — Αἱ ἀποφάσεις τῆς Τσεχικῆς Ἐθνοσυνελεύσεως ἐσχολιάσθησαν εὐρέως ὑπὸ τῶν διπλωματικῶν κύκλων. bbox=[1200, 1393, 1378, 1452]
